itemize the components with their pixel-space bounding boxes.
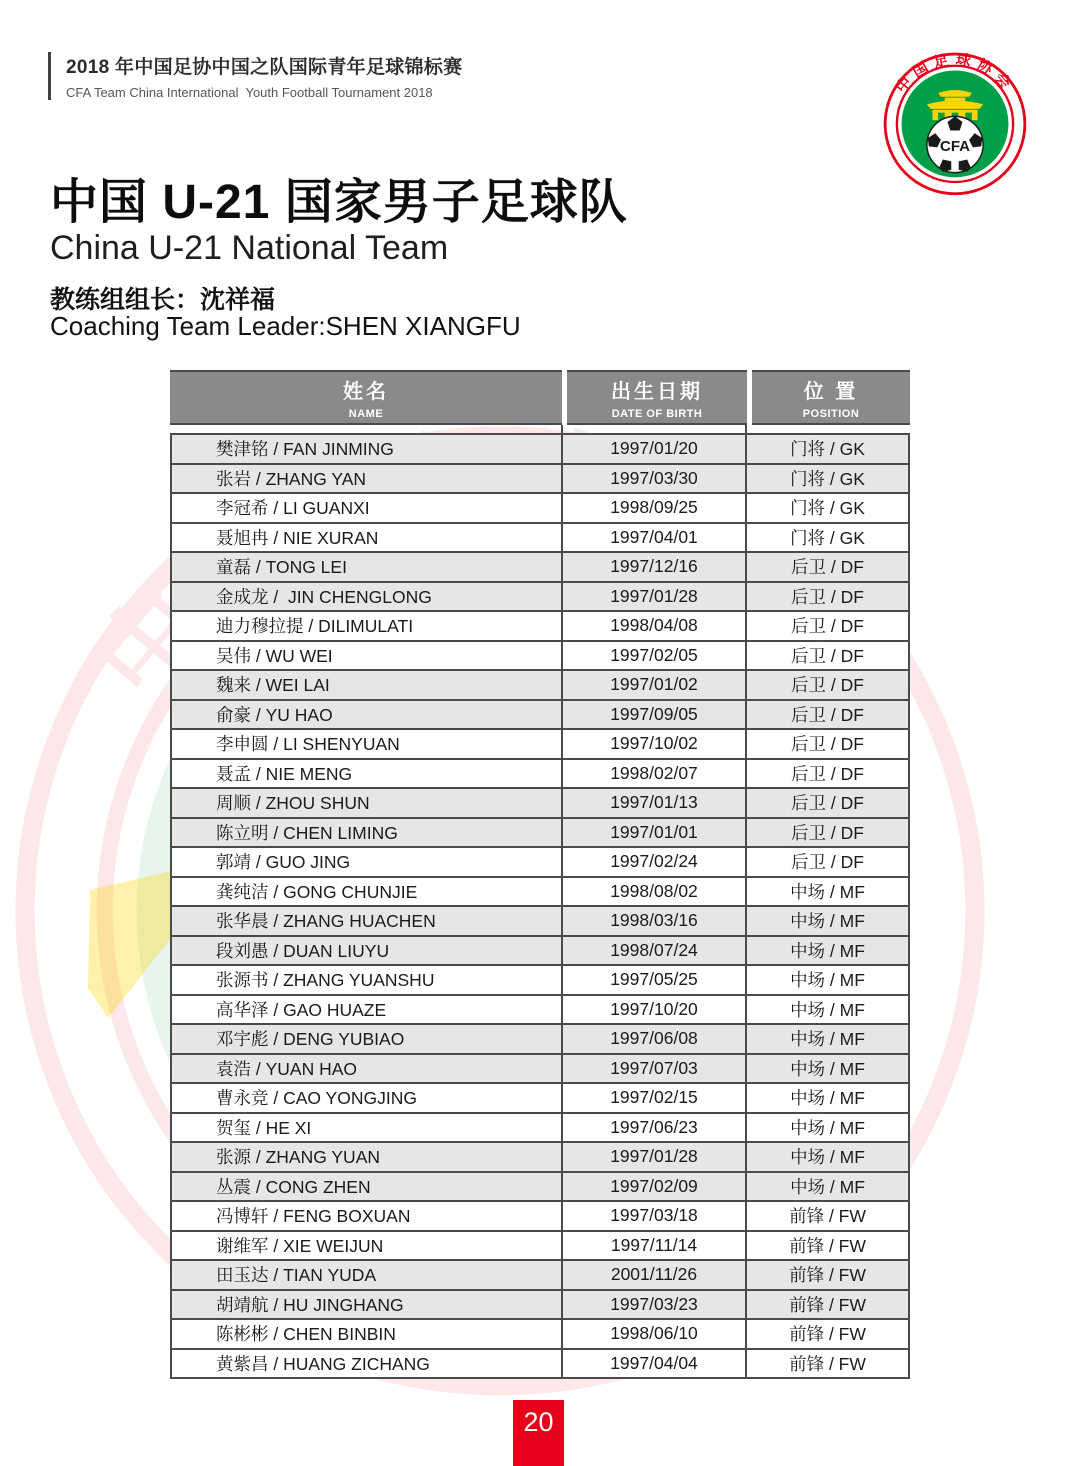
cell-name: 黄紫昌 / HUANG ZICHANG	[172, 1350, 563, 1378]
cell-dob: 1997/03/30	[563, 465, 747, 493]
cell-dob: 1997/02/09	[563, 1173, 747, 1201]
cell-dob: 1997/10/20	[563, 996, 747, 1024]
table-row	[172, 701, 908, 731]
column-header-name	[170, 370, 562, 425]
cell-name: 田玉达 / TIAN YUDA	[172, 1261, 563, 1289]
cell-dob: 1997/02/15	[563, 1084, 747, 1112]
table-row	[172, 465, 908, 495]
cell-name: 周顺 / ZHOU SHUN	[172, 789, 563, 817]
cell-name: 陈立明 / CHEN LIMING	[172, 819, 563, 847]
cell-name: 贺玺 / HE XI	[172, 1114, 563, 1142]
table-row	[172, 642, 908, 672]
table-row	[172, 1173, 908, 1203]
cell-name: 吴伟 / WU WEI	[172, 642, 563, 670]
cell-dob: 1997/06/08	[563, 1025, 747, 1053]
tournament-title-zh: 2018 年中国足协中国之队国际青年足球锦标赛	[66, 57, 463, 78]
cell-name: 俞豪 / YU HAO	[172, 701, 563, 729]
cell-dob: 1997/05/25	[563, 966, 747, 994]
cell-pos: 后卫 / DF	[791, 852, 864, 873]
cell-dob: 1997/01/13	[563, 789, 747, 817]
table-row	[172, 1202, 908, 1232]
cell-pos: 门将 / GK	[790, 468, 865, 489]
cell-name: 袁浩 / YUAN HAO	[172, 1055, 563, 1083]
table-row	[172, 848, 908, 878]
cell-pos: 前锋 / FW	[789, 1294, 866, 1315]
cell-pos: 中场 / MF	[790, 999, 865, 1020]
column-header-position	[752, 370, 910, 425]
cell-name: 谢维军 / XIE WEIJUN	[172, 1232, 563, 1260]
cell-dob: 1998/08/02	[563, 878, 747, 906]
cell-dob: 1998/09/25	[563, 494, 747, 522]
column-header-position-en: POSITION	[802, 408, 860, 420]
cell-dob: 2001/11/26	[563, 1261, 747, 1289]
column-header-position-zh: 位 置	[803, 381, 859, 403]
cell-dob: 1998/02/07	[563, 760, 747, 788]
cell-dob: 1997/03/23	[563, 1291, 747, 1319]
cell-pos: 中场 / MF	[790, 911, 865, 932]
cell-dob: 1998/03/16	[563, 907, 747, 935]
table-row	[172, 671, 908, 701]
tournament-header	[48, 52, 462, 100]
table-row	[172, 1291, 908, 1321]
cell-pos: 后卫 / DF	[791, 557, 864, 578]
cell-dob: 1997/07/03	[563, 1055, 747, 1083]
table-row	[172, 760, 908, 790]
table-row	[172, 1025, 908, 1055]
table-row	[172, 878, 908, 908]
cell-pos: 前锋 / FW	[789, 1324, 866, 1345]
cell-pos: 中场 / MF	[790, 1088, 865, 1109]
table-row	[172, 553, 908, 583]
cell-dob: 1997/12/16	[563, 553, 747, 581]
cell-dob: 1998/07/24	[563, 937, 747, 965]
cell-pos: 门将 / GK	[790, 527, 865, 548]
table-row	[172, 937, 908, 967]
cell-dob: 1997/01/28	[563, 583, 747, 611]
cell-name: 冯博轩 / FENG BOXUAN	[172, 1202, 563, 1230]
roster-table-body	[170, 433, 910, 1379]
cell-name: 李冠希 / LI GUANXI	[172, 494, 563, 522]
cell-dob: 1997/01/20	[563, 435, 747, 463]
table-row	[172, 1320, 908, 1350]
cell-name: 聂孟 / NIE MENG	[172, 760, 563, 788]
cell-dob: 1997/02/24	[563, 848, 747, 876]
cell-name: 聂旭冉 / NIE XURAN	[172, 524, 563, 552]
coach-line-en: Coaching Team Leader:SHEN XIANGFU	[50, 311, 521, 341]
coach-line-zh: 教练组组长：沈祥福	[50, 286, 276, 314]
table-row	[172, 1261, 908, 1291]
cell-dob: 1997/01/01	[563, 819, 747, 847]
column-header-name-en: NAME	[348, 408, 384, 420]
cell-dob: 1997/06/23	[563, 1114, 747, 1142]
cell-pos: 后卫 / DF	[791, 734, 864, 755]
page-number: 20	[523, 1407, 554, 1437]
cell-pos: 门将 / GK	[790, 498, 865, 519]
cell-pos: 中场 / MF	[790, 1058, 865, 1079]
cell-name: 龚纯洁 / GONG CHUNJIE	[172, 878, 563, 906]
cell-dob: 1998/06/10	[563, 1320, 747, 1348]
cell-pos: 中场 / MF	[790, 970, 865, 991]
cell-name: 邓宇彪 / DENG YUBIAO	[172, 1025, 563, 1053]
cell-dob: 1998/04/08	[563, 612, 747, 640]
tournament-title-en: CFA Team China International Youth Football Tournament 2018	[66, 85, 433, 100]
cell-pos: 中场 / MF	[790, 881, 865, 902]
cell-pos: 后卫 / DF	[791, 645, 864, 666]
table-row	[172, 1114, 908, 1144]
cell-dob: 1997/03/18	[563, 1202, 747, 1230]
cell-name: 段刘愚 / DUAN LIUYU	[172, 937, 563, 965]
cell-dob: 1997/09/05	[563, 701, 747, 729]
cell-pos: 中场 / MF	[790, 940, 865, 961]
table-row	[172, 494, 908, 524]
column-header-dob	[567, 370, 747, 425]
roster-table	[170, 370, 910, 1379]
cell-dob: 1997/10/02	[563, 730, 747, 758]
cell-dob: 1997/04/01	[563, 524, 747, 552]
column-header-name-zh: 姓名	[343, 381, 389, 403]
table-row	[172, 1232, 908, 1262]
cell-pos: 后卫 / DF	[791, 763, 864, 784]
cell-pos: 前锋 / FW	[789, 1235, 866, 1256]
cell-pos: 前锋 / FW	[789, 1353, 866, 1374]
cell-name: 迪力穆拉提 / DILIMULATI	[172, 612, 563, 640]
cell-name: 陈彬彬 / CHEN BINBIN	[172, 1320, 563, 1348]
cell-pos: 前锋 / FW	[789, 1206, 866, 1227]
table-row	[172, 789, 908, 819]
table-row	[172, 1143, 908, 1173]
table-row	[172, 612, 908, 642]
cell-name: 郭靖 / GUO JING	[172, 848, 563, 876]
table-row	[172, 907, 908, 937]
team-title-en: China U-21 National Team	[50, 229, 449, 267]
cell-pos: 中场 / MF	[790, 1147, 865, 1168]
table-row	[172, 524, 908, 554]
table-row	[172, 1350, 908, 1380]
cell-name: 丛震 / CONG ZHEN	[172, 1173, 563, 1201]
cell-pos: 后卫 / DF	[791, 616, 864, 637]
cell-name: 魏来 / WEI LAI	[172, 671, 563, 699]
cell-pos: 后卫 / DF	[791, 675, 864, 696]
cell-pos: 中场 / MF	[790, 1117, 865, 1138]
cell-pos: 后卫 / DF	[791, 704, 864, 725]
cell-dob: 1997/01/28	[563, 1143, 747, 1171]
cell-dob: 1997/02/05	[563, 642, 747, 670]
cell-name: 金成龙 / JIN CHENGLONG	[172, 583, 563, 611]
table-header-gap	[170, 425, 910, 433]
table-row	[172, 583, 908, 613]
cell-dob: 1997/01/02	[563, 671, 747, 699]
cell-name: 张华晨 / ZHANG HUACHEN	[172, 907, 563, 935]
table-row	[172, 1084, 908, 1114]
cell-name: 李申圆 / LI SHENYUAN	[172, 730, 563, 758]
cell-pos: 前锋 / FW	[789, 1265, 866, 1286]
cfa-logo	[880, 46, 1030, 198]
table-row	[172, 996, 908, 1026]
column-header-dob-zh: 出生日期	[611, 381, 703, 403]
cell-name: 张岩 / ZHANG YAN	[172, 465, 563, 493]
cell-pos: 中场 / MF	[790, 1029, 865, 1050]
table-header-row	[170, 370, 910, 425]
cell-name: 樊津铭 / FAN JINMING	[172, 435, 563, 463]
table-row	[172, 819, 908, 849]
cell-dob: 1997/04/04	[563, 1350, 747, 1378]
cell-name: 童磊 / TONG LEI	[172, 553, 563, 581]
cell-name: 张源书 / ZHANG YUANSHU	[172, 966, 563, 994]
cell-name: 曹永竞 / CAO YONGJING	[172, 1084, 563, 1112]
team-title-zh: 中国 U-21 国家男子足球队	[50, 176, 628, 229]
cell-dob: 1997/11/14	[563, 1232, 747, 1260]
cell-pos: 后卫 / DF	[791, 586, 864, 607]
column-header-dob-en: DATE OF BIRTH	[611, 408, 703, 420]
table-row	[172, 966, 908, 996]
table-row	[172, 1055, 908, 1085]
cell-pos: 后卫 / DF	[791, 822, 864, 843]
table-row	[172, 730, 908, 760]
cell-name: 胡靖航 / HU JINGHANG	[172, 1291, 563, 1319]
cell-pos: 门将 / GK	[790, 439, 865, 460]
cell-pos: 中场 / MF	[790, 1176, 865, 1197]
table-row	[172, 435, 908, 465]
cell-name: 高华泽 / GAO HUAZE	[172, 996, 563, 1024]
page-number-badge	[513, 1400, 564, 1466]
cell-name: 张源 / ZHANG YUAN	[172, 1143, 563, 1171]
cell-pos: 后卫 / DF	[791, 793, 864, 814]
